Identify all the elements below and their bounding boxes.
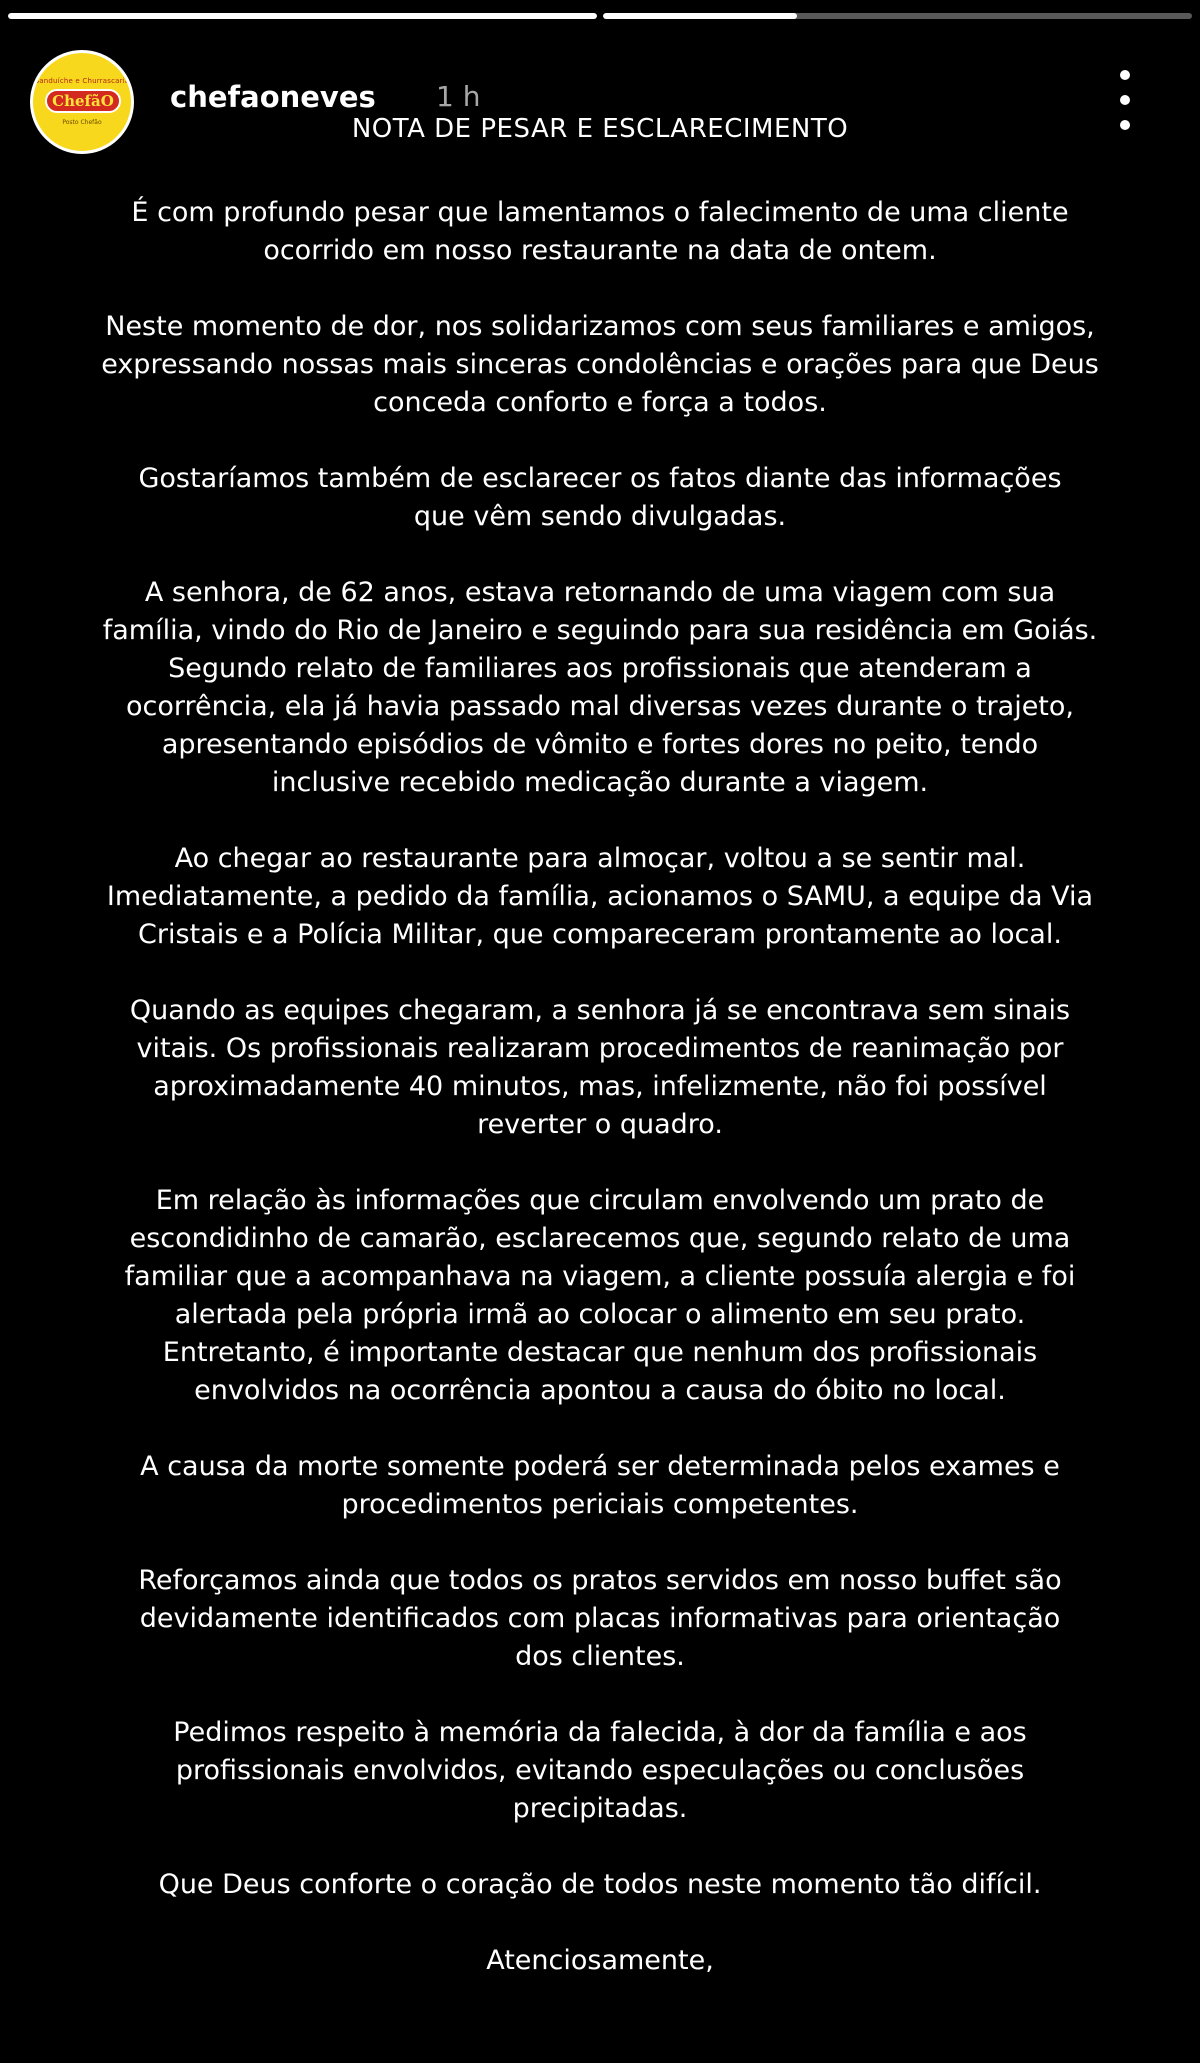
story-progress-fill-1 (8, 13, 597, 19)
note-line: Cristais e a Polícia Militar, que compareceram prontamente ao local. (138, 919, 1062, 950)
note-line: Quando as equipes chegaram, a senhora já se encontrava sem sinais (129, 995, 1071, 1026)
note-paragraph (50, 1866, 1150, 1904)
note-line: família, vindo do Rio de Janeiro e seguindo para sua residência em Goiás. (102, 615, 1098, 646)
note-paragraph (50, 460, 1150, 536)
note-line: apresentando episódios de vômito e fortes dores no peito, tendo (161, 729, 1039, 760)
note-line: dos clientes. (515, 1641, 685, 1672)
note-paragraph (50, 1942, 1150, 1980)
time-ago: 1 h (436, 80, 481, 113)
note-paragraph (50, 840, 1150, 954)
note-line: expressando nossas mais sinceras condolências e orações para que Deus (101, 349, 1099, 380)
story-progress-segment-1 (8, 13, 597, 19)
note-line: devidamente identificados com placas informativas para orientação (139, 1603, 1061, 1634)
note-paragraph (50, 1714, 1150, 1828)
story-progress (8, 13, 1192, 19)
note-line: familiar que a acompanhava na viagem, a cliente possuía alergia e foi (124, 1261, 1076, 1292)
note-line: Ao chegar ao restaurante para almoçar, voltou a se sentir mal. (174, 843, 1026, 874)
note-paragraph (50, 992, 1150, 1144)
note-title: NOTA DE PESAR E ESCLARECIMENTO (351, 114, 849, 144)
note-body (50, 194, 1150, 1980)
note-line: Imediatamente, a pedido da família, acionamos o SAMU, a equipe da Via (106, 881, 1094, 912)
note-line: vitais. Os profissionais realizaram procedimentos de reanimação por (136, 1033, 1064, 1064)
note-line: É com profundo pesar que lamentamos o falecimento de uma cliente (131, 197, 1069, 228)
note-line: A senhora, de 62 anos, estava retornando de uma viagem com sua (144, 577, 1056, 608)
note-paragraph (50, 194, 1150, 270)
note-line: aproximadamente 40 minutos, mas, infelizmente, não foi possível (153, 1071, 1047, 1102)
note-line: A causa da morte somente poderá ser determinada pelos exames e (140, 1451, 1060, 1482)
more-dot-icon (1120, 95, 1130, 105)
note-paragraph (50, 574, 1150, 802)
avatar-brand-logo: ChefãO (45, 89, 121, 113)
note-line: ocorrido em nosso restaurante na data de ontem. (263, 235, 937, 266)
avatar-bottom-text: Posto Chefão (62, 119, 102, 126)
story-progress-segment-2 (603, 13, 1192, 19)
username[interactable]: chefaoneves (170, 80, 376, 114)
note-line: precipitadas. (512, 1793, 688, 1824)
note-line: inclusive recebido medicação durante a viagem. (271, 767, 929, 798)
note-line: Entretanto, é importante destacar que nenhum dos profissionais (162, 1337, 1038, 1368)
note-line: Pedimos respeito à memória da falecida, à dor da família e aos (173, 1717, 1027, 1748)
note-paragraph (50, 1182, 1150, 1410)
note-line: escondidinho de camarão, esclarecemos que, segundo relato de uma (129, 1223, 1071, 1254)
note-line: Que Deus conforte o coração de todos neste momento tão difícil. (158, 1869, 1042, 1900)
note-paragraph (50, 1448, 1150, 1524)
note-line: Atenciosamente, (486, 1945, 714, 1976)
avatar-top-text: Sanduíche e Churrascaria (34, 77, 130, 85)
note-line: Em relação às informações que circulam envolvendo um prato de (155, 1185, 1045, 1216)
note-line: Neste momento de dor, nos solidarizamos com seus familiares e amigos, (105, 311, 1095, 342)
note-paragraph (50, 308, 1150, 422)
note-line: conceda conforto e força a todos. (373, 387, 827, 418)
story-text (50, 110, 1150, 2018)
note-line: reverter o quadro. (477, 1109, 723, 1140)
note-line: Gostaríamos também de esclarecer os fatos diante das informações (138, 463, 1062, 494)
note-line: que vêm sendo divulgadas. (413, 501, 787, 532)
more-dot-icon (1120, 70, 1130, 80)
note-line: ocorrência, ela já havia passado mal diversas vezes durante o trajeto, (125, 691, 1074, 722)
story-progress-fill-2 (603, 13, 797, 19)
note-paragraph (50, 1562, 1150, 1676)
note-line: procedimentos periciais competentes. (341, 1489, 859, 1520)
note-line: envolvidos na ocorrência apontou a causa do óbito no local. (194, 1375, 1006, 1406)
note-line: Reforçamos ainda que todos os pratos servidos em nosso buffet são (138, 1565, 1062, 1596)
note-line: alertada pela própria irmã ao colocar o alimento em seu prato. (174, 1299, 1026, 1330)
note-line: Segundo relato de familiares aos profissionais que atenderam a (168, 653, 1032, 684)
note-line: profissionais envolvidos, evitando especulações ou conclusões (175, 1755, 1025, 1786)
